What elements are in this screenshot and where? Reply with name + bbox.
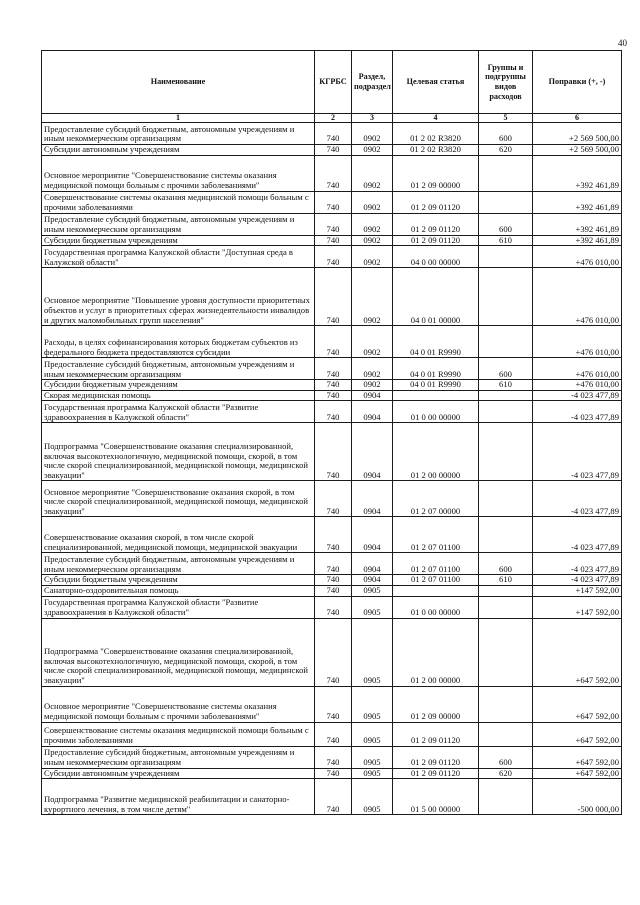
row-name-cell: Государственная программа Калужской области "Развитие здравоохранения в Калужской области" (42, 401, 315, 423)
row-group-cell (479, 585, 533, 596)
row-group-cell: 600 (479, 746, 533, 768)
row-group-cell (479, 401, 533, 423)
row-amount-cell: -4 023 477,89 (533, 517, 622, 553)
table-row (42, 553, 622, 575)
row-amount-cell: +647 592,00 (533, 618, 622, 686)
row-grbs-cell: 740 (315, 401, 352, 423)
row-razdel-cell: 0904 (352, 481, 393, 517)
row-name-cell: Подпрограмма "Развитие медицинской реабилитации и санаторно-курортного лечения, в том числе детям" (42, 779, 315, 815)
row-grbs-cell: 740 (315, 191, 352, 213)
row-razdel-cell: 0904 (352, 401, 393, 423)
column-number: 6 (533, 114, 622, 123)
column-number: 4 (393, 114, 479, 123)
row-amount-cell: +647 592,00 (533, 722, 622, 746)
row-name-cell: Совершенствование системы оказания медицинской помощи больным с прочими заболеваниями (42, 191, 315, 213)
row-name-cell: Подпрограмма "Совершенствование оказания специализированной, включая высокотехнологичную, медицинской помощи, скорой, в том числе скорой специализированной, медицинской помощи, медицинской эвакуации" (42, 423, 315, 481)
row-amount-cell: +392 461,89 (533, 155, 622, 191)
row-group-cell: 620 (479, 145, 533, 156)
row-target-cell: 04 0 01 R9990 (393, 326, 479, 358)
table-row (42, 585, 622, 596)
row-grbs-cell: 740 (315, 423, 352, 481)
row-amount-cell: +647 592,00 (533, 686, 622, 722)
row-razdel-cell: 0902 (352, 123, 393, 145)
table-row (42, 722, 622, 746)
row-amount-cell: -4 023 477,89 (533, 390, 622, 401)
table-row (42, 191, 622, 213)
row-grbs-cell: 740 (315, 390, 352, 401)
table-row (42, 123, 622, 145)
row-target-cell: 01 2 09 01120 (393, 768, 479, 779)
row-target-cell: 01 2 09 01120 (393, 746, 479, 768)
row-group-cell: 610 (479, 235, 533, 246)
row-target-cell: 01 2 02 R3820 (393, 123, 479, 145)
row-grbs-cell: 740 (315, 779, 352, 815)
row-grbs-cell: 740 (315, 722, 352, 746)
row-razdel-cell: 0902 (352, 358, 393, 380)
row-target-cell: 04 0 00 00000 (393, 246, 479, 268)
row-amount-cell: +2 569 500,00 (533, 145, 622, 156)
row-grbs-cell: 740 (315, 768, 352, 779)
row-amount-cell: -4 023 477,89 (533, 401, 622, 423)
row-group-cell (479, 268, 533, 326)
row-target-cell (393, 585, 479, 596)
table-row (42, 575, 622, 586)
row-target-cell: 01 2 00 00000 (393, 618, 479, 686)
page-number: 40 (618, 38, 627, 48)
row-group-cell: 600 (479, 213, 533, 235)
row-razdel-cell: 0905 (352, 585, 393, 596)
row-group-cell: 620 (479, 768, 533, 779)
row-group-cell (479, 596, 533, 618)
row-target-cell: 04 0 01 R9990 (393, 358, 479, 380)
table-row (42, 213, 622, 235)
table-row (42, 155, 622, 191)
row-grbs-cell: 740 (315, 213, 352, 235)
row-name-cell: Основное мероприятие "Повышение уровня доступности приоритетных объектов и услуг в приоритетных сферах жизнедеятельности инвалидов и других маломобильных групп населения" (42, 268, 315, 326)
row-group-cell (479, 390, 533, 401)
row-razdel-cell: 0905 (352, 746, 393, 768)
row-name-cell: Основное мероприятие "Совершенствование системы оказания медицинской помощи больным с прочими заболеваниями" (42, 155, 315, 191)
row-grbs-cell: 740 (315, 380, 352, 391)
row-group-cell (479, 517, 533, 553)
row-group-cell: 600 (479, 358, 533, 380)
row-group-cell (479, 779, 533, 815)
row-name-cell: Предоставление субсидий бюджетным, автономным учреждениям и иным некоммерческим организациям (42, 358, 315, 380)
row-grbs-cell: 740 (315, 235, 352, 246)
row-amount-cell: +392 461,89 (533, 191, 622, 213)
row-target-cell: 04 0 01 00000 (393, 268, 479, 326)
row-name-cell: Предоставление субсидий бюджетным, автономным учреждениям и иным некоммерческим организациям (42, 553, 315, 575)
table-row (42, 768, 622, 779)
row-name-cell: Совершенствование системы оказания медицинской помощи больным с прочими заболеваниями (42, 722, 315, 746)
row-razdel-cell: 0902 (352, 235, 393, 246)
table-row (42, 686, 622, 722)
row-amount-cell: +476 010,00 (533, 326, 622, 358)
row-target-cell: 01 2 09 01120 (393, 213, 479, 235)
row-group-cell (479, 326, 533, 358)
budget-table (41, 50, 622, 815)
table-row (42, 246, 622, 268)
row-target-cell: 01 2 09 01120 (393, 235, 479, 246)
row-grbs-cell: 740 (315, 268, 352, 326)
row-grbs-cell: 740 (315, 746, 352, 768)
row-group-cell: 600 (479, 553, 533, 575)
row-target-cell: 01 2 07 00000 (393, 481, 479, 517)
table-row (42, 235, 622, 246)
row-razdel-cell: 0902 (352, 191, 393, 213)
header-groups: Группы и подгруппы видов расходов (479, 51, 533, 114)
row-amount-cell: -4 023 477,89 (533, 423, 622, 481)
table-row (42, 618, 622, 686)
table-row (42, 517, 622, 553)
row-amount-cell: +392 461,89 (533, 213, 622, 235)
row-grbs-cell: 740 (315, 575, 352, 586)
row-name-cell: Скорая медицинская помощь (42, 390, 315, 401)
row-amount-cell: +647 592,00 (533, 768, 622, 779)
row-name-cell: Основное мероприятие "Совершенствование системы оказания медицинской помощи больным с прочими заболеваниями" (42, 686, 315, 722)
row-grbs-cell: 740 (315, 123, 352, 145)
row-name-cell: Субсидии бюджетным учреждениям (42, 235, 315, 246)
row-name-cell: Основное мероприятие "Совершенствование оказания скорой, в том числе скорой специализированной, медицинской помощи, медицинской эвакуации" (42, 481, 315, 517)
table-row (42, 326, 622, 358)
table-row (42, 779, 622, 815)
row-grbs-cell: 740 (315, 145, 352, 156)
row-group-cell (479, 686, 533, 722)
row-razdel-cell: 0902 (352, 246, 393, 268)
column-number-row (42, 114, 622, 123)
row-amount-cell: +476 010,00 (533, 380, 622, 391)
column-number: 1 (42, 114, 315, 123)
row-razdel-cell: 0905 (352, 722, 393, 746)
row-name-cell: Предоставление субсидий бюджетным, автономным учреждениям и иным некоммерческим организациям (42, 123, 315, 145)
row-razdel-cell: 0904 (352, 423, 393, 481)
row-grbs-cell: 740 (315, 585, 352, 596)
row-group-cell (479, 191, 533, 213)
row-name-cell: Субсидии автономным учреждениям (42, 768, 315, 779)
table-row (42, 358, 622, 380)
row-target-cell: 01 0 00 00000 (393, 596, 479, 618)
row-name-cell: Государственная программа Калужской области "Развитие здравоохранения в Калужской области" (42, 596, 315, 618)
row-group-cell (479, 423, 533, 481)
header-razdel: Раздел, подраздел (352, 51, 393, 114)
header-name: Наименование (42, 51, 315, 114)
row-grbs-cell: 740 (315, 358, 352, 380)
row-target-cell: 04 0 01 R9990 (393, 380, 479, 391)
row-razdel-cell: 0902 (352, 145, 393, 156)
row-amount-cell: +2 569 500,00 (533, 123, 622, 145)
row-amount-cell: -4 023 477,89 (533, 481, 622, 517)
table-row (42, 390, 622, 401)
row-amount-cell: +647 592,00 (533, 746, 622, 768)
table-row (42, 423, 622, 481)
row-target-cell (393, 390, 479, 401)
row-group-cell (479, 722, 533, 746)
row-razdel-cell: 0902 (352, 268, 393, 326)
row-razdel-cell: 0904 (352, 390, 393, 401)
row-target-cell: 01 2 09 00000 (393, 686, 479, 722)
row-amount-cell: +147 592,00 (533, 585, 622, 596)
row-razdel-cell: 0905 (352, 768, 393, 779)
row-group-cell: 600 (479, 123, 533, 145)
row-target-cell: 01 2 07 01100 (393, 517, 479, 553)
row-razdel-cell: 0904 (352, 553, 393, 575)
row-razdel-cell: 0905 (352, 618, 393, 686)
table-row (42, 268, 622, 326)
column-number: 5 (479, 114, 533, 123)
row-razdel-cell: 0905 (352, 686, 393, 722)
row-target-cell: 01 0 00 00000 (393, 401, 479, 423)
row-target-cell: 01 2 00 00000 (393, 423, 479, 481)
row-target-cell: 01 2 07 01100 (393, 575, 479, 586)
row-target-cell: 01 2 09 01120 (393, 722, 479, 746)
row-grbs-cell: 740 (315, 618, 352, 686)
table-row (42, 401, 622, 423)
row-target-cell: 01 2 07 01100 (393, 553, 479, 575)
header-target: Целевая статья (393, 51, 479, 114)
row-name-cell: Субсидии бюджетным учреждениям (42, 575, 315, 586)
row-grbs-cell: 740 (315, 596, 352, 618)
header-amount: Поправки (+, -) (533, 51, 622, 114)
row-name-cell: Предоставление субсидий бюджетным, автономным учреждениям и иным некоммерческим организациям (42, 746, 315, 768)
row-group-cell (479, 246, 533, 268)
row-razdel-cell: 0904 (352, 575, 393, 586)
row-grbs-cell: 740 (315, 686, 352, 722)
row-amount-cell: -4 023 477,89 (533, 575, 622, 586)
row-name-cell: Предоставление субсидий бюджетным, автономным учреждениям и иным некоммерческим организациям (42, 213, 315, 235)
row-razdel-cell: 0902 (352, 155, 393, 191)
row-name-cell: Субсидии автономным учреждениям (42, 145, 315, 156)
row-grbs-cell: 740 (315, 553, 352, 575)
row-amount-cell: +147 592,00 (533, 596, 622, 618)
row-name-cell: Государственная программа Калужской области "Доступная среда в Калужской области" (42, 246, 315, 268)
row-amount-cell: +476 010,00 (533, 268, 622, 326)
row-name-cell: Совершенствование оказания скорой, в том числе скорой специализированной, медицинской помощи, медицинской эвакуации (42, 517, 315, 553)
row-name-cell: Подпрограмма "Совершенствование оказания специализированной, включая высокотехнологичную, медицинской помощи, скорой, в том числе скорой специализированной, медицинской помощи, медицинской эвакуации" (42, 618, 315, 686)
row-razdel-cell: 0904 (352, 517, 393, 553)
header-row (42, 51, 622, 114)
table-row (42, 596, 622, 618)
column-number: 2 (315, 114, 352, 123)
table-row (42, 145, 622, 156)
row-razdel-cell: 0905 (352, 596, 393, 618)
row-grbs-cell: 740 (315, 481, 352, 517)
row-group-cell: 610 (479, 380, 533, 391)
row-name-cell: Расходы, в целях софинансирования которых бюджетам субъектов из федерального бюджета предоставляются субсидии (42, 326, 315, 358)
row-target-cell: 01 2 02 R3820 (393, 145, 479, 156)
row-group-cell (479, 155, 533, 191)
row-amount-cell: -4 023 477,89 (533, 553, 622, 575)
row-amount-cell: -500 000,00 (533, 779, 622, 815)
column-number: 3 (352, 114, 393, 123)
row-razdel-cell: 0905 (352, 779, 393, 815)
row-grbs-cell: 740 (315, 326, 352, 358)
table-row (42, 746, 622, 768)
row-amount-cell: +476 010,00 (533, 358, 622, 380)
row-razdel-cell: 0902 (352, 326, 393, 358)
row-name-cell: Санаторно-оздоровительная помощь (42, 585, 315, 596)
row-amount-cell: +476 010,00 (533, 246, 622, 268)
row-grbs-cell: 740 (315, 155, 352, 191)
row-razdel-cell: 0902 (352, 213, 393, 235)
row-target-cell: 01 2 09 01120 (393, 191, 479, 213)
row-grbs-cell: 740 (315, 246, 352, 268)
header-grbs: КГРБС (315, 51, 352, 114)
row-group-cell (479, 481, 533, 517)
table-row (42, 380, 622, 391)
row-grbs-cell: 740 (315, 517, 352, 553)
row-amount-cell: +392 461,89 (533, 235, 622, 246)
row-target-cell: 01 5 00 00000 (393, 779, 479, 815)
row-razdel-cell: 0902 (352, 380, 393, 391)
row-name-cell: Субсидии бюджетным учреждениям (42, 380, 315, 391)
table-row (42, 481, 622, 517)
row-group-cell (479, 618, 533, 686)
row-target-cell: 01 2 09 00000 (393, 155, 479, 191)
row-group-cell: 610 (479, 575, 533, 586)
